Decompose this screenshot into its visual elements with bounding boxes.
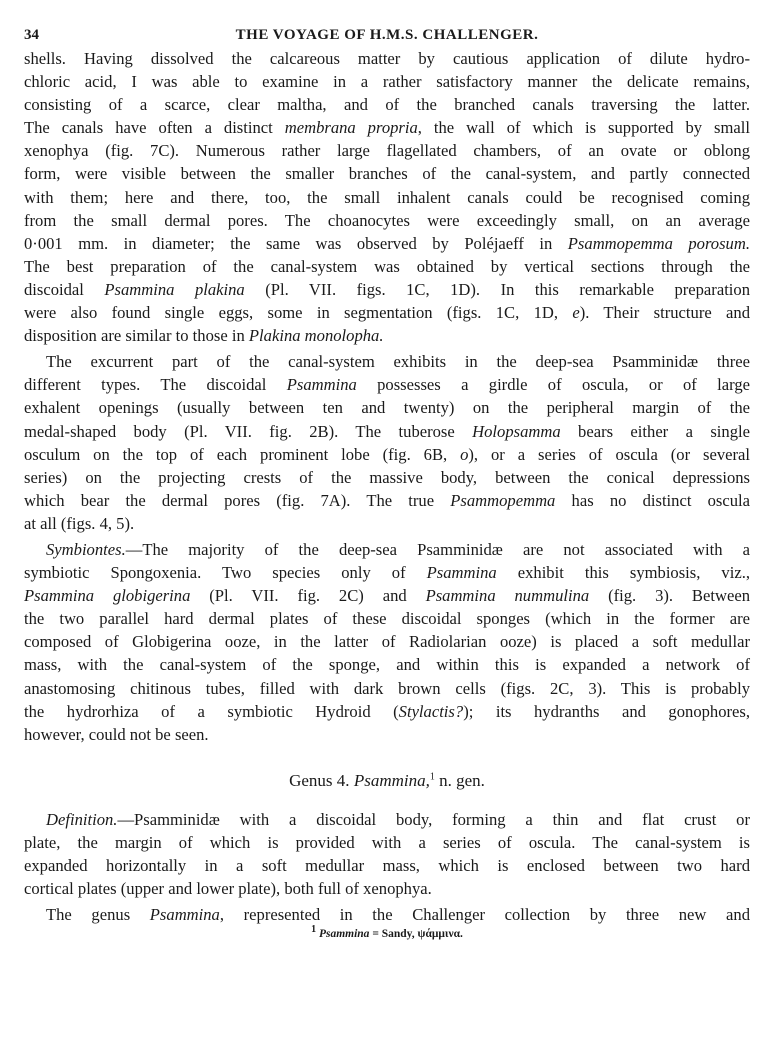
text-run: possesses a girdle of oscula, or of large — [356, 375, 750, 395]
text-run: with them; here and there, too, the small inhalent canals could be recognised coming — [24, 187, 750, 207]
italic-text: e — [572, 303, 580, 323]
text-run: symbiotic Spongoxenia. Two species only of — [24, 563, 427, 583]
text-run: has no distinct oscula — [555, 490, 750, 510]
text-line — [24, 396, 750, 419]
text-run: composed of Globigerina ooze, in the latter of Radiolarian ooze) is placed a soft medullar — [24, 632, 750, 652]
text-line — [24, 653, 750, 676]
text-run: exhibit this symbiosis, viz., — [496, 563, 750, 583]
text-run: form, were visible between the smaller branches of the canal-system, and partly connected — [24, 164, 750, 184]
text-run: series) on the projecting crests of the massive body, between the conical depressions — [24, 467, 750, 487]
text-line — [24, 420, 750, 443]
text-run: anastomosing chitinous tubes, filled with dark brown cells (figs. 2C, 3). This is probably — [24, 678, 750, 698]
text-line — [24, 877, 750, 900]
text-run: cortical plates (upper and lower plate), both full of xenophya. — [24, 879, 432, 899]
text-run: shells. Having dissolved the calcareous matter by cautious application of dilute hydro- — [24, 49, 750, 68]
text-line — [24, 116, 750, 139]
italic-text: Plakina monolopha. — [248, 326, 384, 346]
text-line — [24, 278, 750, 301]
text-line — [24, 443, 750, 466]
italic-text: Definition. — [46, 809, 118, 829]
text-line — [24, 512, 750, 535]
italic-text: Psammopemma porosum. — [567, 233, 750, 253]
text-run: = Sandy, ψάμμινα. — [369, 928, 463, 941]
footnote-marker: 1 — [429, 771, 435, 783]
section-heading — [24, 769, 750, 792]
text-run: at all (figs. 4, 5). — [24, 513, 135, 533]
text-run: the two parallel hard dermal plates of these discoidal sponges (which in the former are — [24, 609, 750, 629]
text-run: 0·001 mm. in diameter; the same was observed by Poléjaeff in — [24, 233, 568, 253]
text-run: , represented in the Challenger collection by three new and — [219, 905, 750, 925]
text-line — [24, 373, 750, 396]
text-line — [24, 70, 750, 93]
text-line — [24, 466, 750, 489]
text-line — [24, 677, 750, 700]
text-line — [24, 232, 750, 255]
text-run: n. gen. — [434, 770, 485, 790]
italic-text: Psammina, — [353, 770, 430, 790]
text-line — [24, 301, 750, 324]
text-line — [24, 93, 750, 116]
text-line — [24, 139, 750, 162]
italic-text: o — [460, 444, 469, 464]
footnote-marker: 1 — [311, 924, 317, 936]
text-run: osculum on the top of each prominent lobe (fig. 6B, — [24, 444, 461, 464]
text-run: medal-shaped body (Pl. VII. fig. 2B). The tuberose — [24, 421, 473, 441]
italic-text: Stylactis? — [398, 701, 464, 721]
italic-text: Psammina plakina — [104, 279, 245, 299]
text-run: the hydrorhiza of a symbiotic Hydroid ( — [24, 701, 399, 721]
text-run: disposition are similar to those in — [24, 326, 249, 346]
text-line — [24, 209, 750, 232]
text-run: ), or a series of oscula (or several — [468, 444, 751, 464]
text-run: The best preparation of the canal-system was obtained by vertical sections through the — [24, 256, 750, 276]
italic-text: Holopsamma — [472, 421, 561, 441]
italic-text: Psammopemma — [450, 490, 556, 510]
text-run: The canals have often a distinct — [24, 118, 285, 138]
text-line — [24, 162, 750, 185]
text-run: which bear the dermal pores (fig. 7A). The true — [24, 490, 451, 510]
text-line — [24, 831, 750, 854]
italic-text: membrana propria — [284, 118, 418, 138]
text-line — [24, 489, 750, 512]
paragraph — [24, 350, 750, 535]
italic-text: Psammina globigerina — [24, 586, 191, 606]
text-line — [24, 255, 750, 278]
text-line — [24, 538, 750, 561]
text-run: were also found single eggs, some in segmentation (figs. 1C, 1D, — [24, 303, 573, 323]
running-title: THE VOYAGE OF H.M.S. CHALLENGER. — [235, 27, 539, 43]
paragraph — [24, 47, 750, 347]
text-line — [24, 561, 750, 584]
text-run: discoidal — [24, 279, 105, 299]
text-line — [24, 903, 750, 926]
text-run: expanded horizontally in a soft medullar mass, which is enclosed between two hard — [24, 856, 750, 875]
text-run: Genus 4. — [289, 770, 354, 790]
text-run: ); its hydranths and gonophores, — [463, 701, 750, 721]
text-run: plate, the margin of which is provided with a series of oscula. The canal-system is — [24, 832, 750, 852]
text-run: —The majority of the deep-sea Psamminidæ are not associated with a — [125, 539, 750, 559]
italic-text: Psammina — [149, 905, 220, 925]
text-line — [24, 854, 750, 877]
text-run: The excurrent part of the canal-system exhibits in the deep-sea Psamminidæ three — [46, 352, 750, 372]
text-run: —Psamminidæ with a discoidal body, forming a thin and flat crust or — [117, 809, 750, 829]
text-run: xenophya (fig. 7C). Numerous rather large flagellated chambers, of an ovate or oblong — [24, 141, 750, 161]
text-run: mass, with the canal-system of the sponge, and within this is expanded a network of — [24, 655, 750, 675]
text-line — [24, 808, 750, 831]
italic-text: Symbiontes. — [46, 539, 126, 559]
text-run: The genus — [46, 905, 150, 925]
page-number: 34 — [24, 27, 39, 43]
text-line — [24, 47, 750, 70]
running-header — [24, 24, 750, 47]
text-run: exhalent openings (usually between ten and twenty) on the peripheral margin of the — [24, 398, 750, 418]
text-run: (Pl. VII. fig. 2C) and — [190, 586, 426, 606]
text-line — [24, 350, 750, 373]
text-line — [24, 186, 750, 209]
text-run: chloric acid, I was able to examine in a rather satisfactory manner the delicate remains, — [24, 72, 750, 92]
text-run: (Pl. VII. figs. 1C, 1D). In this remarkable preparation — [244, 279, 751, 299]
paragraph — [24, 808, 750, 900]
text-run: consisting of a scarce, clear maltha, and of the branched canals traversing the latter. — [24, 95, 750, 115]
italic-text: Psammina — [426, 563, 497, 583]
italic-text: Psammina nummulina — [425, 586, 590, 606]
paragraph — [24, 538, 750, 746]
text-run: , the wall of which is supported by small — [417, 118, 750, 138]
paragraph — [24, 903, 750, 926]
text-line — [24, 700, 750, 723]
footnote — [24, 924, 750, 941]
text-run: however, could not be seen. — [24, 724, 209, 744]
text-line — [24, 630, 750, 653]
text-run: ). Their structure and — [579, 303, 750, 323]
text-line — [24, 607, 750, 630]
text-line — [24, 324, 750, 347]
italic-text: Psammina — [318, 928, 370, 941]
text-line — [24, 723, 750, 746]
text-run: (fig. 3). Between — [589, 586, 750, 606]
text-line — [24, 584, 750, 607]
italic-text: Psammina — [286, 375, 357, 395]
page-body — [24, 47, 750, 941]
text-run: different types. The discoidal — [24, 375, 287, 395]
text-run: from the small dermal pores. The choanocytes were exceedingly small, on an average — [24, 210, 750, 230]
text-run: bears either a single — [560, 421, 750, 441]
